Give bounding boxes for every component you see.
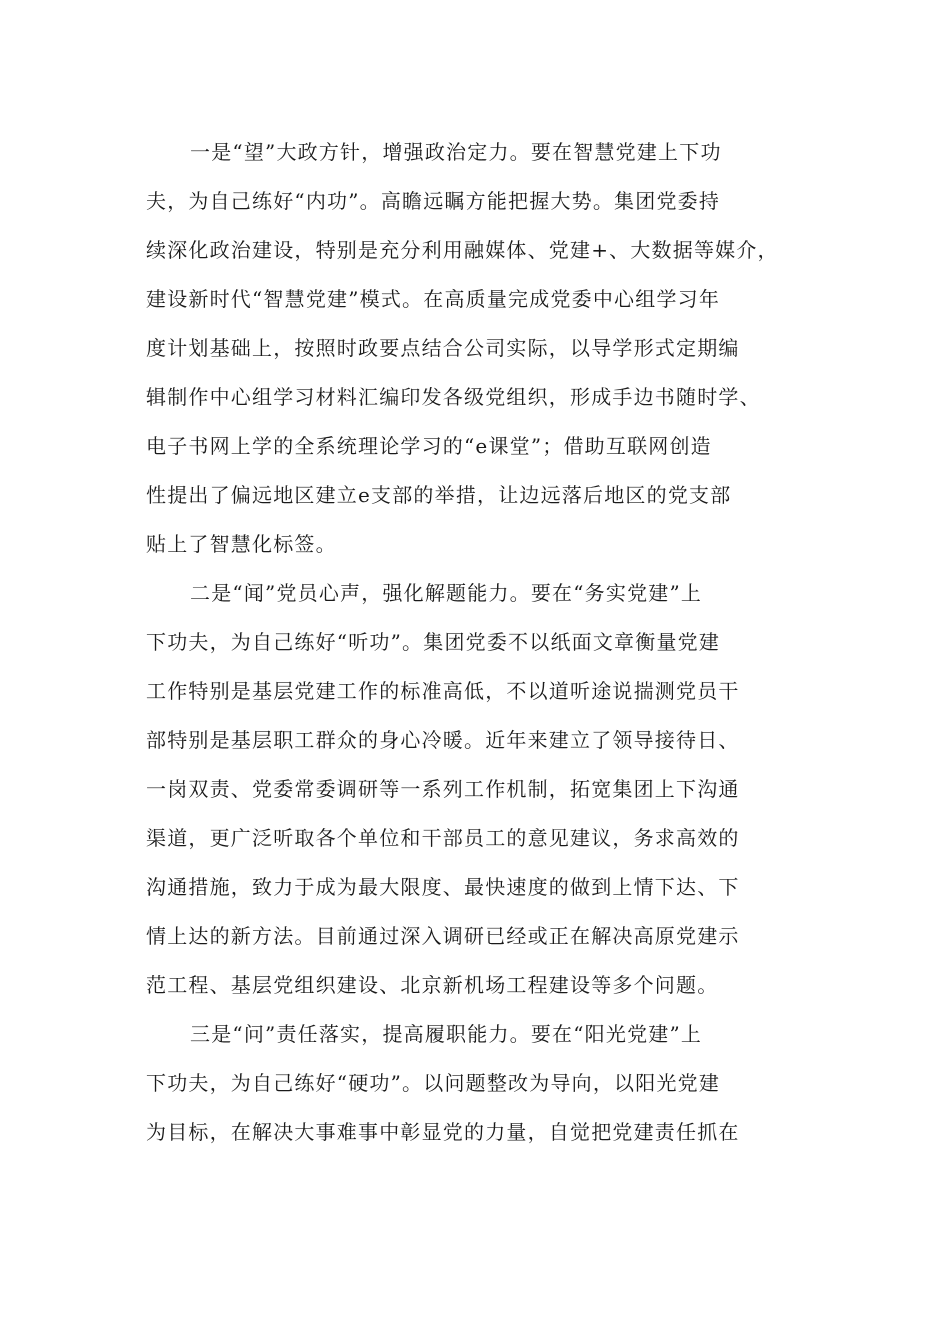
paragraph-line: 电子书网上学的全系统理论学习的“e课堂”；借助互联网创造: [146, 434, 712, 458]
paragraph-line: 贴上了智慧化标签。: [146, 532, 337, 556]
paragraph-line: 为目标，在解决大事难事中彰显党的力量，自觉把党建责任抓在: [146, 1120, 740, 1144]
document-body: [146, 128, 826, 1157]
paragraph-line: 工作特别是基层党建工作的标准高低，不以道听途说揣测党员干: [146, 679, 740, 703]
paragraph-line: 夫，为自己练好“内功”。高瞻远瞩方能把握大势。集团党委持: [146, 189, 721, 213]
paragraph-1: [146, 128, 826, 569]
paragraph-line: 沟通措施，致力于成为最大限度、最快速度的做到上情下达、下: [146, 875, 740, 899]
paragraph-line: 度计划基础上，按照时政要点结合公司实际，以导学形式定期编: [146, 336, 740, 360]
paragraph-line: 续深化政治建设，特别是充分利用融媒体、党建+、大数据等媒介，: [146, 238, 779, 262]
paragraph-line: 一岗双责、党委常委调研等一系列工作机制，拓宽集团上下沟通: [146, 777, 740, 801]
paragraph-line: 范工程、基层党组织建设、北京新机场工程建设等多个问题。: [146, 973, 719, 997]
paragraph-line: 三是“问”责任落实，提高履职能力。要在“阳光党建”上: [190, 1022, 703, 1046]
paragraph-line: 性提出了偏远地区建立e支部的举措，让边远落后地区的党支部: [146, 483, 732, 507]
paragraph-line: 下功夫，为自己练好“听功”。集团党委不以纸面文章衡量党建: [146, 630, 721, 654]
paragraph-line: 情上达的新方法。目前通过深入调研已经或正在解决高原党建示: [146, 924, 740, 948]
paragraph-line: 一是“望”大政方针，增强政治定力。要在智慧党建上下功: [190, 140, 722, 164]
paragraph-3: [146, 1010, 826, 1157]
paragraph-line: 二是“闻”党员心声，强化解题能力。要在“务实党建”上: [190, 581, 703, 605]
paragraph-line: 部特别是基层职工群众的身心冷暖。近年来建立了领导接待日、: [146, 728, 740, 752]
paragraph-line: 下功夫，为自己练好“硬功”。以问题整改为导向，以阳光党建: [146, 1071, 721, 1095]
paragraph-2: [146, 569, 826, 1010]
paragraph-line: 渠道，更广泛听取各个单位和干部员工的意见建议，务求高效的: [146, 826, 740, 850]
paragraph-line: 建设新时代“智慧党建”模式。在高质量完成党委中心组学习年: [146, 287, 721, 311]
paragraph-line: 辑制作中心组学习材料汇编印发各级党组织，形成手边书随时学、: [146, 385, 761, 409]
